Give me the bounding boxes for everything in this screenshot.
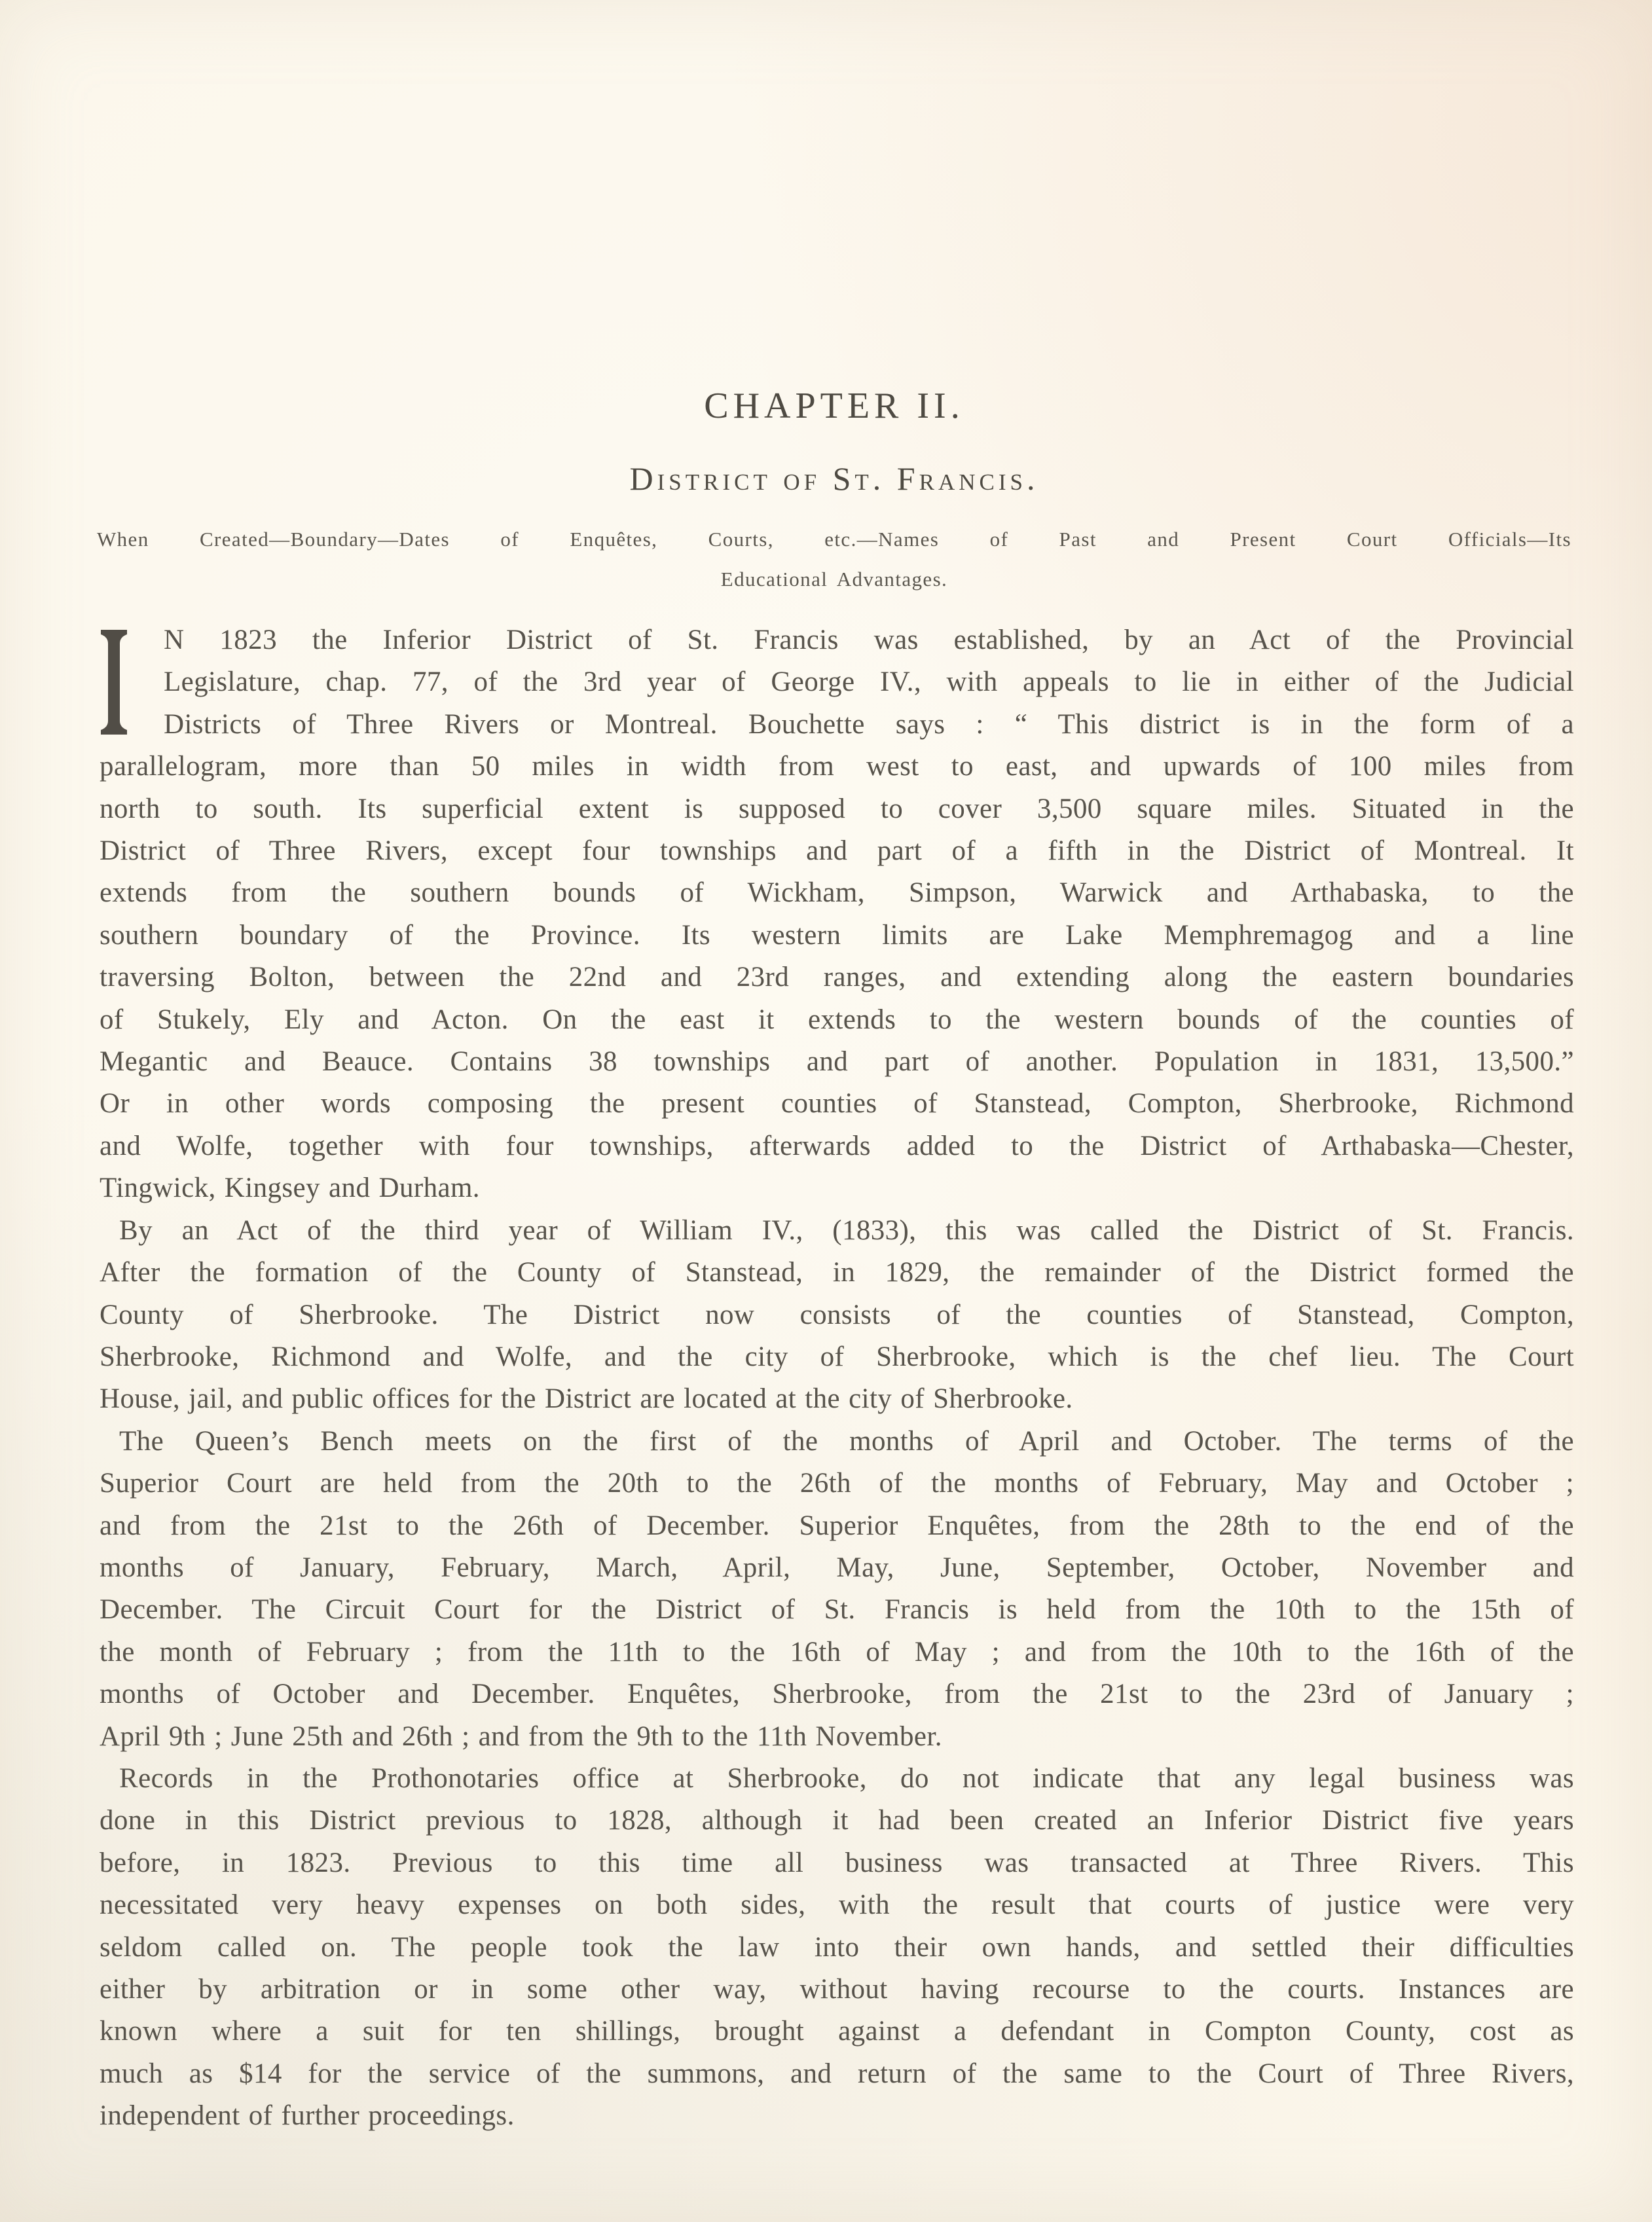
subtitle-line: Educational Advantages.	[720, 568, 948, 591]
text-line: December. The Circuit Court for the District of St. Francis is held from the 10th to the 15th of	[100, 1594, 1574, 1626]
text-line: of Stukely, Ely and Acton. On the east it extends to the western bounds of the counties of	[100, 1004, 1574, 1035]
paragraph	[100, 619, 1574, 1210]
section-heading: District of St. Francis.	[629, 460, 1039, 497]
paragraph	[100, 1210, 1574, 1421]
text-line: Superior Court are held from the 20th to the 26th of the months of February, May and October ;	[100, 1468, 1574, 1499]
text-line: parallelogram, more than 50 miles in width from west to east, and upwards of 100 miles from	[100, 751, 1574, 782]
drop-cap-letter	[100, 630, 128, 735]
text-line: north to south. Its superficial extent is supposed to cover 3,500 square miles. Situated in the	[100, 793, 1574, 824]
text-line: Districts of Three Rivers or Montreal. Bouchette says : “ This district is in the form of a	[164, 708, 1574, 740]
text-line: before, in 1823. Previous to this time all business was transacted at Three Rivers. This	[100, 1847, 1574, 1878]
text-line: necessitated very heavy expenses on both sides, with the result that courts of justice were very	[100, 1889, 1574, 1921]
text-line: The Queen’s Bench meets on the first of the months of April and October. The terms of the	[119, 1425, 1574, 1457]
text-line: traversing Bolton, between the 22nd and 23rd ranges, and extending along the eastern boundaries	[100, 962, 1574, 993]
text-line: southern boundary of the Province. Its western limits are Lake Memphremagog and a line	[100, 919, 1574, 951]
text-line: known where a suit for ten shillings, brought against a defendant in Compton County, cost as	[100, 2016, 1574, 2047]
text-line: either by arbitration or in some other way, without having recourse to the courts. Instances are	[100, 1974, 1574, 2005]
text-line: Or in other words composing the present counties of Stanstead, Compton, Sherbrooke, Richmond	[100, 1088, 1574, 1120]
text-line: After the formation of the County of Stanstead, in 1829, the remainder of the District formed the	[100, 1257, 1574, 1288]
text-line: much as $14 for the service of the summons, and return of the same to the Court of Three Rivers,	[100, 2058, 1574, 2089]
text-line: months of January, February, March, April, May, June, September, October, November and	[100, 1552, 1574, 1583]
text-line: extends from the southern bounds of Wickham, Simpson, Warwick and Arthabaska, to the	[100, 877, 1574, 909]
text-line: Tingwick, Kingsey and Durham.	[100, 1173, 480, 1204]
paragraph	[100, 1758, 1574, 2138]
text-line: and Wolfe, together with four townships, afterwards added to the District of Arthabaska—Chester,	[100, 1130, 1574, 1161]
text-line: By an Act of the third year of William IV., (1833), this was called the District of St. Francis.	[119, 1214, 1574, 1246]
text-line: Records in the Prothonotaries office at Sherbrooke, do not indicate that any legal business was	[119, 1762, 1574, 1794]
text-line: independent of further proceedings.	[100, 2100, 515, 2132]
chapter-subtitle	[97, 519, 1571, 599]
text-line: District of Three Rivers, except four townships and part of a fifth in the District of Montreal. It	[100, 835, 1574, 867]
text-line: Megantic and Beauce. Contains 38 townships and part of another. Population in 1831, 13,500.”	[100, 1046, 1574, 1078]
text-line: House, jail, and public offices for the District are located at the city of Sherbrooke.	[100, 1383, 1073, 1415]
text-line: County of Sherbrooke. The District now consists of the counties of Stanstead, Compton,	[100, 1299, 1574, 1330]
text-line: done in this District previous to 1828, although it had been created an Inferior District five years	[100, 1805, 1574, 1836]
text-line: N 1823 the Inferior District of St. Francis was established, by an Act of the Provincial	[164, 625, 1574, 655]
text-line: Legislature, chap. 77, of the 3rd year of George IV., with appeals to lie in either of the Judicial	[164, 666, 1574, 698]
subtitle-line: When Created—Boundary—Dates of Enquêtes, Courts, etc.—Names of Past and Present Court Officials—Its	[97, 528, 1571, 551]
paragraph	[100, 1421, 1574, 1758]
text-line: seldom called on. The people took the law into their own hands, and settled their difficulties	[100, 1931, 1574, 1963]
text-line: the month of February ; from the 11th to the 16th of May ; and from the 10th to the 16th of the	[100, 1636, 1574, 1667]
text-line: April 9th ; June 25th and 26th ; and from the 9th to the 11th November.	[100, 1721, 942, 1752]
chapter-heading: CHAPTER II.	[704, 386, 964, 426]
body-text	[100, 619, 1574, 2138]
text-line: and from the 21st to the 26th of December. Superior Enquêtes, from the 28th to the end of the	[100, 1510, 1574, 1541]
text-line: Sherbrooke, Richmond and Wolfe, and the city of Sherbrooke, which is the chef lieu. The Court	[100, 1341, 1574, 1372]
text-line: months of October and December. Enquêtes, Sherbrooke, from the 21st to the 23rd of January ;	[100, 1679, 1574, 1710]
